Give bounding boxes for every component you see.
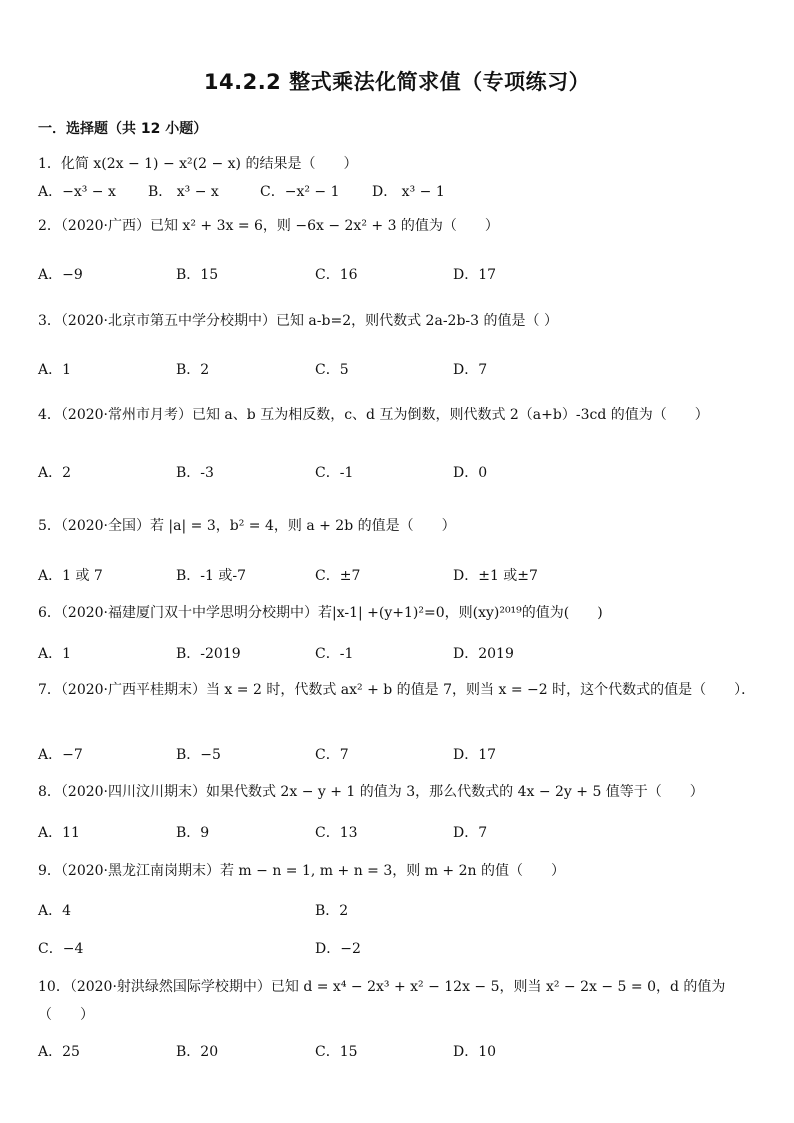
option-b: B．-1 或-7 bbox=[176, 568, 247, 584]
option-d: D．2019 bbox=[453, 646, 514, 662]
question-5-options bbox=[38, 565, 758, 585]
option-c: C．-1 bbox=[315, 646, 354, 662]
question-5-stem: 5．（2020·全国）若 |a| = 3，b² = 4，则 a + 2b 的值是（ ） bbox=[38, 518, 456, 534]
question-2-stem: 2．（2020·广西）已知 x² + 3x = 6，则 −6x − 2x² + 3 的值为（ ） bbox=[38, 218, 499, 234]
question-4-stem: 4．（2020·常州市月考）已知 a、b 互为相反数，c、d 互为倒数，则代数式 2（a+b）-3cd 的值为（ ） bbox=[38, 407, 709, 423]
option-a: A．1 bbox=[38, 362, 72, 378]
option-d: D． x³ − 1 bbox=[372, 184, 445, 200]
question-3-stem: 3．（2020·北京市第五中学分校期中）已知 a-b=2，则代数式 2a-2b-3 的值是（ ） bbox=[38, 313, 558, 329]
option-a: A．2 bbox=[38, 465, 72, 481]
option-d: D．0 bbox=[453, 465, 488, 481]
option-a: A．11 bbox=[38, 825, 80, 841]
option-b: B．15 bbox=[176, 267, 219, 283]
option-b: B．2 bbox=[176, 362, 210, 378]
option-c: C．5 bbox=[315, 362, 349, 378]
option-a: A．−9 bbox=[38, 267, 83, 283]
option-c: C．-1 bbox=[315, 465, 354, 481]
option-d: D．7 bbox=[453, 825, 488, 841]
option-d: D．10 bbox=[453, 1044, 497, 1060]
option-a: A．−7 bbox=[38, 747, 83, 763]
question-8-stem: 8．（2020·四川汶川期末）如果代数式 2x − y + 1 的值为 3，那么代数式的 4x − 2y + 5 值等于（ ） bbox=[38, 784, 704, 800]
question-6-options bbox=[38, 643, 758, 663]
option-c: C．15 bbox=[315, 1044, 358, 1060]
question-10-options bbox=[38, 1041, 758, 1061]
question-6-stem: 6．（2020·福建厦门双十中学思明分校期中）若|x-1| +(y+1)²=0，则(xy)²⁰¹⁹的值为( ) bbox=[38, 605, 603, 621]
option-c: C．−4 bbox=[38, 941, 84, 957]
question-1-options bbox=[38, 181, 758, 201]
question-10-stem: 10．（2020·射洪绿然国际学校期中）已知 d = x⁴ − 2x³ + x² − 12x − 5，则当 x² − 2x − 5 = 0，d 的值为（ ） bbox=[38, 979, 726, 1023]
option-c: C．13 bbox=[315, 825, 358, 841]
question-9-stem: 9．（2020·黑龙江南岗期末）若 m − n = 1, m + n = 3，则 m + 2n 的值（ ） bbox=[38, 863, 565, 879]
option-c: C．7 bbox=[315, 747, 349, 763]
question-3-options bbox=[38, 359, 758, 379]
option-d: D．17 bbox=[453, 747, 497, 763]
option-d: D．−2 bbox=[315, 941, 361, 957]
question-7-options bbox=[38, 744, 758, 764]
option-b: B．−5 bbox=[176, 747, 221, 763]
option-a: A．−x³ − x bbox=[38, 184, 116, 200]
question-4-options bbox=[38, 462, 758, 482]
question-9-options-row2 bbox=[38, 938, 758, 958]
option-c: C．16 bbox=[315, 267, 358, 283]
option-a: A．4 bbox=[38, 903, 72, 919]
option-d: D．17 bbox=[453, 267, 497, 283]
option-b: B．9 bbox=[176, 825, 210, 841]
option-b: B．2 bbox=[315, 903, 349, 919]
option-d: D．±1 或±7 bbox=[453, 568, 538, 584]
question-7-stem: 7．（2020·广西平桂期末）当 x = 2 时，代数式 ax² + b 的值是 7，则当 x = −2 时，这个代数式的值是（ ）． bbox=[38, 682, 756, 698]
option-a: A．1 bbox=[38, 646, 72, 662]
page-title: 14.2.2 整式乘法化简求值（专项练习） bbox=[203, 70, 591, 94]
option-b: B．-3 bbox=[176, 465, 214, 481]
option-a: A．25 bbox=[38, 1044, 80, 1060]
option-b: B． x³ − x bbox=[148, 184, 219, 200]
question-8-options bbox=[38, 822, 758, 842]
option-c: C．±7 bbox=[315, 568, 361, 584]
option-c: C．−x² − 1 bbox=[260, 184, 340, 200]
option-b: B．-2019 bbox=[176, 646, 241, 662]
option-a: A．1 或 7 bbox=[38, 568, 103, 584]
section-heading: 一．选择题（共 12 小题） bbox=[38, 121, 208, 137]
option-b: B．20 bbox=[176, 1044, 219, 1060]
question-9-options-row1 bbox=[38, 900, 758, 920]
question-1-stem: 1．化简 x(2x − 1) − x²(2 − x) 的结果是（ ） bbox=[38, 156, 358, 172]
question-2-options bbox=[38, 264, 758, 284]
option-d: D．7 bbox=[453, 362, 488, 378]
